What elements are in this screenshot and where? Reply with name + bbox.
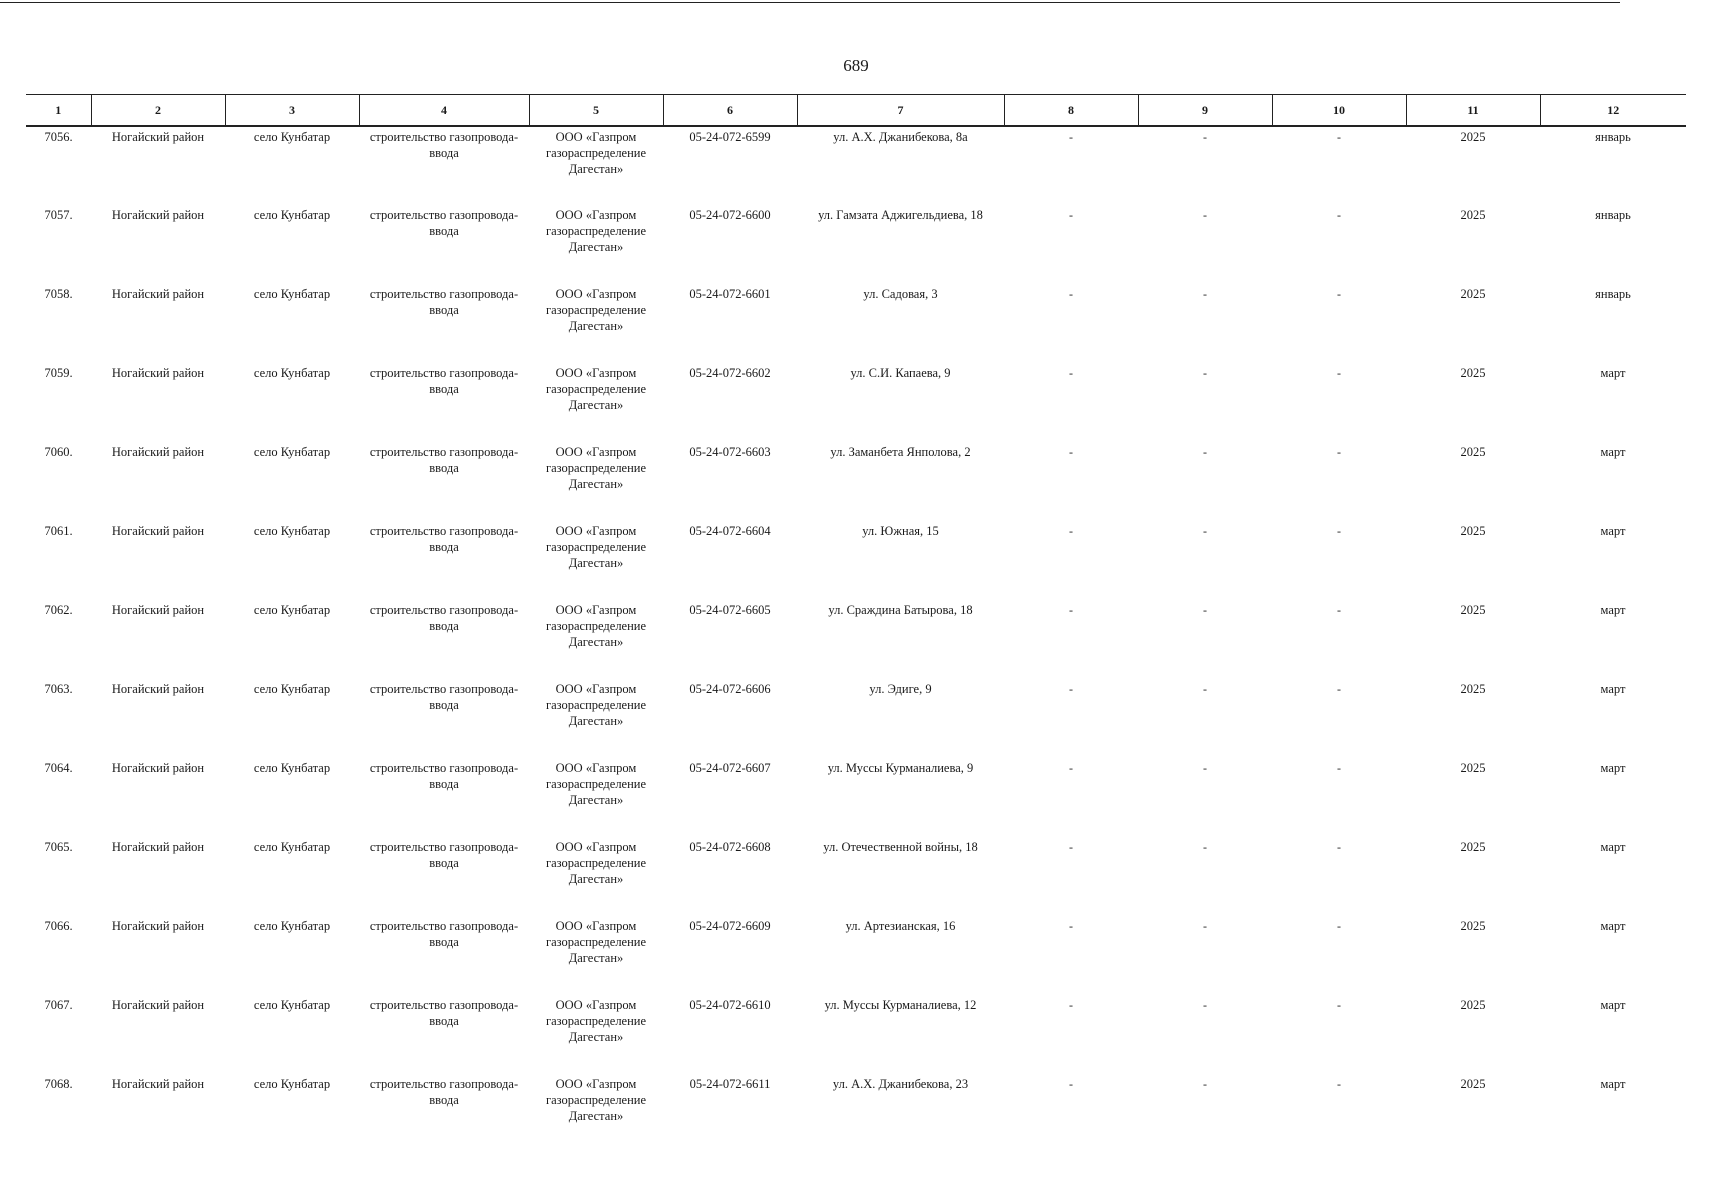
month-cell: январь xyxy=(1595,287,1631,301)
address-cell: ул. Гамзата Аджигельдиева, 18 xyxy=(818,208,983,222)
district-cell: Ногайский район xyxy=(111,840,205,854)
table-row xyxy=(26,995,1686,1074)
year-cell: 2025 xyxy=(1460,130,1486,144)
column-10-cell: - xyxy=(1337,603,1341,617)
column-10-cell: - xyxy=(1337,682,1341,696)
row-number: 7068. xyxy=(44,1077,73,1091)
object-code-cell: 05-24-072-6607 xyxy=(689,761,771,775)
column-8-cell: - xyxy=(1069,761,1073,775)
locality-cell: село Кунбатар xyxy=(253,524,331,538)
district-cell: Ногайский район xyxy=(111,130,205,144)
locality-cell: село Кунбатар xyxy=(253,761,331,775)
district-cell: Ногайский район xyxy=(111,524,205,538)
row-number: 7066. xyxy=(44,919,73,933)
district-cell: Ногайский район xyxy=(111,998,205,1012)
district-cell: Ногайский район xyxy=(111,366,205,380)
column-header: 7 xyxy=(797,95,1004,127)
object-code-cell: 05-24-072-6610 xyxy=(689,998,771,1012)
locality-cell: село Кунбатар xyxy=(253,840,331,854)
row-number: 7057. xyxy=(44,208,73,222)
column-10-cell: - xyxy=(1337,130,1341,144)
column-9-cell: - xyxy=(1203,998,1207,1012)
work-type-cell: строительство газопровода-ввода xyxy=(369,840,519,870)
row-number: 7065. xyxy=(44,840,73,854)
locality-cell: село Кунбатар xyxy=(253,287,331,301)
object-code-cell: 05-24-072-6602 xyxy=(689,366,771,380)
column-8-cell: - xyxy=(1069,919,1073,933)
table-row xyxy=(26,758,1686,837)
column-9-cell: - xyxy=(1203,761,1207,775)
column-header: 12 xyxy=(1540,95,1686,127)
work-type-cell: строительство газопровода-ввода xyxy=(369,1077,519,1107)
month-cell: январь xyxy=(1595,130,1631,144)
year-cell: 2025 xyxy=(1460,761,1486,775)
address-cell: ул. Муссы Курманалиева, 9 xyxy=(827,761,974,775)
month-cell: март xyxy=(1600,682,1626,696)
work-type-cell: строительство газопровода-ввода xyxy=(369,130,519,160)
header-row xyxy=(26,95,1686,127)
organization-cell: ООО «Газпром газораспределение Дагестан» xyxy=(545,524,647,570)
column-10-cell: - xyxy=(1337,761,1341,775)
table-header xyxy=(26,95,1686,127)
year-cell: 2025 xyxy=(1460,366,1486,380)
column-header: 3 xyxy=(225,95,359,127)
work-type-cell: строительство газопровода-ввода xyxy=(369,366,519,396)
column-8-cell: - xyxy=(1069,840,1073,854)
address-cell: ул. Заманбета Янполова, 2 xyxy=(830,445,971,459)
address-cell: ул. Артезианская, 16 xyxy=(845,919,956,933)
object-code-cell: 05-24-072-6605 xyxy=(689,603,771,617)
column-8-cell: - xyxy=(1069,603,1073,617)
district-cell: Ногайский район xyxy=(111,445,205,459)
column-9-cell: - xyxy=(1203,603,1207,617)
district-cell: Ногайский район xyxy=(111,208,205,222)
month-cell: март xyxy=(1600,445,1626,459)
register-table xyxy=(26,94,1686,1153)
object-code-cell: 05-24-072-6606 xyxy=(689,682,771,696)
table-row xyxy=(26,126,1686,205)
row-number: 7064. xyxy=(44,761,73,775)
table-row xyxy=(26,284,1686,363)
organization-cell: ООО «Газпром газораспределение Дагестан» xyxy=(545,445,647,491)
column-10-cell: - xyxy=(1337,208,1341,222)
object-code-cell: 05-24-072-6608 xyxy=(689,840,771,854)
column-9-cell: - xyxy=(1203,840,1207,854)
work-type-cell: строительство газопровода-ввода xyxy=(369,682,519,712)
column-9-cell: - xyxy=(1203,130,1207,144)
address-cell: ул. Сраждина Батырова, 18 xyxy=(828,603,973,617)
month-cell: март xyxy=(1600,1077,1626,1091)
column-10-cell: - xyxy=(1337,287,1341,301)
column-9-cell: - xyxy=(1203,366,1207,380)
table-row xyxy=(26,600,1686,679)
month-cell: январь xyxy=(1595,208,1631,222)
column-9-cell: - xyxy=(1203,287,1207,301)
column-8-cell: - xyxy=(1069,130,1073,144)
object-code-cell: 05-24-072-6603 xyxy=(689,445,771,459)
address-cell: ул. А.Х. Джанибекова, 23 xyxy=(832,1077,969,1091)
column-8-cell: - xyxy=(1069,208,1073,222)
column-10-cell: - xyxy=(1337,445,1341,459)
year-cell: 2025 xyxy=(1460,445,1486,459)
locality-cell: село Кунбатар xyxy=(253,919,331,933)
month-cell: март xyxy=(1600,840,1626,854)
column-9-cell: - xyxy=(1203,208,1207,222)
row-number: 7062. xyxy=(44,603,73,617)
year-cell: 2025 xyxy=(1460,603,1486,617)
work-type-cell: строительство газопровода-ввода xyxy=(369,208,519,238)
year-cell: 2025 xyxy=(1460,524,1486,538)
column-8-cell: - xyxy=(1069,287,1073,301)
address-cell: ул. Южная, 15 xyxy=(862,524,939,538)
district-cell: Ногайский район xyxy=(111,682,205,696)
column-9-cell: - xyxy=(1203,524,1207,538)
work-type-cell: строительство газопровода-ввода xyxy=(369,919,519,949)
object-code-cell: 05-24-072-6611 xyxy=(689,1077,771,1091)
column-header: 11 xyxy=(1406,95,1540,127)
row-number: 7067. xyxy=(44,998,73,1012)
row-number: 7061. xyxy=(44,524,73,538)
table-row xyxy=(26,205,1686,284)
row-number: 7056. xyxy=(44,130,73,144)
organization-cell: ООО «Газпром газораспределение Дагестан» xyxy=(545,1077,647,1123)
column-9-cell: - xyxy=(1203,1077,1207,1091)
column-8-cell: - xyxy=(1069,682,1073,696)
organization-cell: ООО «Газпром газораспределение Дагестан» xyxy=(545,130,647,176)
year-cell: 2025 xyxy=(1460,208,1486,222)
year-cell: 2025 xyxy=(1460,840,1486,854)
year-cell: 2025 xyxy=(1460,998,1486,1012)
locality-cell: село Кунбатар xyxy=(253,998,331,1012)
column-9-cell: - xyxy=(1203,919,1207,933)
table-row xyxy=(26,442,1686,521)
column-header: 8 xyxy=(1004,95,1138,127)
object-code-cell: 05-24-072-6601 xyxy=(689,287,771,301)
organization-cell: ООО «Газпром газораспределение Дагестан» xyxy=(545,208,647,254)
work-type-cell: строительство газопровода-ввода xyxy=(369,998,519,1028)
table-body xyxy=(26,126,1686,1153)
district-cell: Ногайский район xyxy=(111,761,205,775)
locality-cell: село Кунбатар xyxy=(253,130,331,144)
work-type-cell: строительство газопровода-ввода xyxy=(369,603,519,633)
row-number: 7058. xyxy=(44,287,73,301)
column-10-cell: - xyxy=(1337,919,1341,933)
column-10-cell: - xyxy=(1337,1077,1341,1091)
row-number: 7063. xyxy=(44,682,73,696)
month-cell: март xyxy=(1600,603,1626,617)
column-9-cell: - xyxy=(1203,682,1207,696)
locality-cell: село Кунбатар xyxy=(253,682,331,696)
year-cell: 2025 xyxy=(1460,287,1486,301)
column-10-cell: - xyxy=(1337,366,1341,380)
organization-cell: ООО «Газпром газораспределение Дагестан» xyxy=(545,761,647,807)
address-cell: ул. Эдиге, 9 xyxy=(869,682,932,696)
column-header: 4 xyxy=(359,95,529,127)
column-10-cell: - xyxy=(1337,524,1341,538)
organization-cell: ООО «Газпром газораспределение Дагестан» xyxy=(545,287,647,333)
column-10-cell: - xyxy=(1337,998,1341,1012)
column-8-cell: - xyxy=(1069,524,1073,538)
row-number: 7059. xyxy=(44,366,73,380)
work-type-cell: строительство газопровода-ввода xyxy=(369,445,519,475)
locality-cell: село Кунбатар xyxy=(253,445,331,459)
organization-cell: ООО «Газпром газораспределение Дагестан» xyxy=(545,840,647,886)
year-cell: 2025 xyxy=(1460,682,1486,696)
top-rule xyxy=(0,2,1620,3)
table-row xyxy=(26,363,1686,442)
locality-cell: село Кунбатар xyxy=(253,208,331,222)
column-8-cell: - xyxy=(1069,366,1073,380)
column-header: 10 xyxy=(1272,95,1406,127)
district-cell: Ногайский район xyxy=(111,919,205,933)
month-cell: март xyxy=(1600,366,1626,380)
district-cell: Ногайский район xyxy=(111,1077,205,1091)
table-row xyxy=(26,1074,1686,1153)
column-header: 1 xyxy=(26,95,91,127)
object-code-cell: 05-24-072-6600 xyxy=(689,208,771,222)
work-type-cell: строительство газопровода-ввода xyxy=(369,761,519,791)
organization-cell: ООО «Газпром газораспределение Дагестан» xyxy=(545,603,647,649)
organization-cell: ООО «Газпром газораспределение Дагестан» xyxy=(545,919,647,965)
column-10-cell: - xyxy=(1337,840,1341,854)
address-cell: ул. С.И. Капаева, 9 xyxy=(850,366,951,380)
district-cell: Ногайский район xyxy=(111,603,205,617)
column-header: 9 xyxy=(1138,95,1272,127)
organization-cell: ООО «Газпром газораспределение Дагестан» xyxy=(545,998,647,1044)
month-cell: март xyxy=(1600,919,1626,933)
column-header: 6 xyxy=(663,95,797,127)
address-cell: ул. Отечественной войны, 18 xyxy=(823,840,978,854)
table-row xyxy=(26,521,1686,600)
address-cell: ул. А.Х. Джанибекова, 8а xyxy=(833,130,968,144)
work-type-cell: строительство газопровода-ввода xyxy=(369,524,519,554)
column-9-cell: - xyxy=(1203,445,1207,459)
month-cell: март xyxy=(1600,761,1626,775)
page-number: 689 xyxy=(843,56,869,75)
organization-cell: ООО «Газпром газораспределение Дагестан» xyxy=(545,682,647,728)
object-code-cell: 05-24-072-6599 xyxy=(689,130,771,144)
table-row xyxy=(26,837,1686,916)
row-number: 7060. xyxy=(44,445,73,459)
work-type-cell: строительство газопровода-ввода xyxy=(369,287,519,317)
address-cell: ул. Муссы Курманалиева, 12 xyxy=(824,998,977,1012)
organization-cell: ООО «Газпром газораспределение Дагестан» xyxy=(545,366,647,412)
month-cell: март xyxy=(1600,998,1626,1012)
object-code-cell: 05-24-072-6604 xyxy=(689,524,771,538)
column-header: 2 xyxy=(91,95,225,127)
table-row xyxy=(26,679,1686,758)
column-8-cell: - xyxy=(1069,1077,1073,1091)
year-cell: 2025 xyxy=(1460,1077,1486,1091)
locality-cell: село Кунбатар xyxy=(253,366,331,380)
locality-cell: село Кунбатар xyxy=(253,1077,331,1091)
district-cell: Ногайский район xyxy=(111,287,205,301)
object-code-cell: 05-24-072-6609 xyxy=(689,919,771,933)
column-8-cell: - xyxy=(1069,445,1073,459)
year-cell: 2025 xyxy=(1460,919,1486,933)
column-8-cell: - xyxy=(1069,998,1073,1012)
address-cell: ул. Садовая, 3 xyxy=(863,287,938,301)
column-header: 5 xyxy=(529,95,663,127)
table-row xyxy=(26,916,1686,995)
locality-cell: село Кунбатар xyxy=(253,603,331,617)
month-cell: март xyxy=(1600,524,1626,538)
